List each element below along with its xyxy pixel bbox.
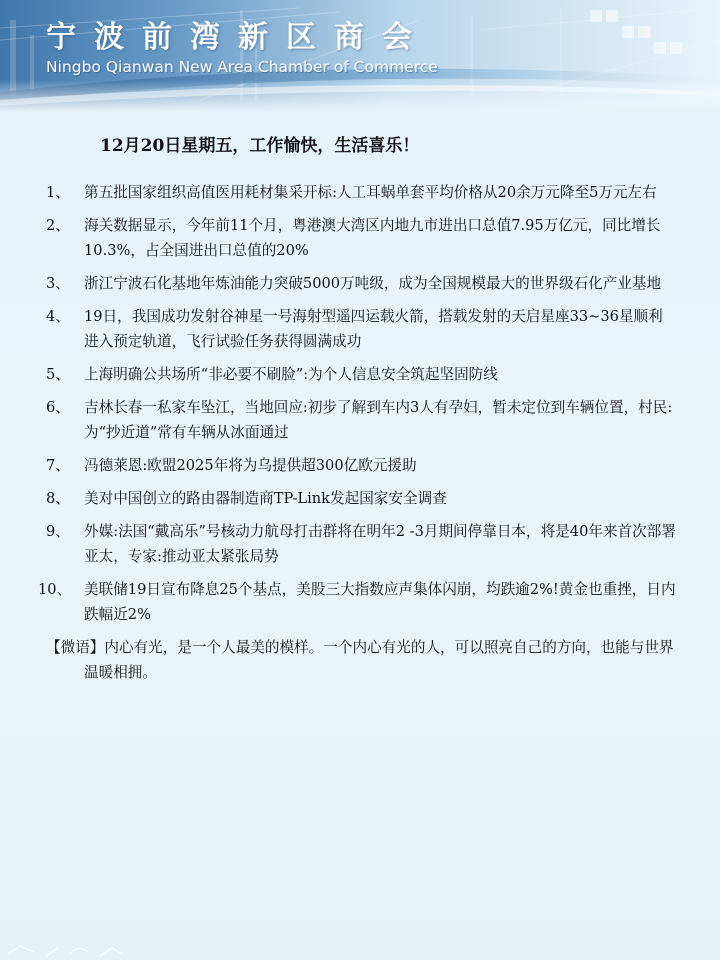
news-item [46,304,676,354]
news-text: 19日，我国成功发射谷神星一号海射型遥四运载火箭，搭载发射的天启星座33~36星顺利进入预定轨道，飞行试验任务获得圆满成功 [84,308,663,350]
news-number: 1、 [46,184,70,201]
news-text: 上海明确公共场所“非必要不刷脸”:为个人信息安全筑起坚固防线 [84,366,498,383]
news-number: 2、 [46,217,70,234]
news-text: 吉林长春一私家车坠江，当地回应:初步了解到车内3人有孕妇，暂未定位到车辆位置，村民:为“抄近道”常有车辆从冰面通过 [84,399,673,441]
news-number: 4、 [46,308,70,325]
news-text: 美联储19日宣布降息25个基点，美股三大指数应声集体闪崩，均跌逾2%!黄金也重挫，日内跌幅近2% [84,581,676,623]
organization-title: 宁波前湾新区商会 [46,20,430,55]
news-item [46,213,676,263]
news-number: 6、 [46,399,70,416]
news-item [46,271,676,296]
news-number: 3、 [46,275,70,292]
footer-decoration [0,920,180,960]
date-greeting: 12月20日星期五，工作愉快，生活喜乐！ [100,136,420,156]
news-text: 冯德莱恩:欧盟2025年将为乌提供超300亿欧元援助 [84,457,417,474]
news-text: 浙江宁波石化基地年炼油能力突破5000万吨级，成为全国规模最大的世界级石化产业基地 [84,275,662,292]
quote-text: 内心有光，是一个人最美的模样。一个内心有光的人，可以照亮自己的方向，也能与世界温暖相拥。 [84,639,674,681]
news-item [46,519,676,569]
quote-label: 【微语】 [46,639,105,656]
news-item [46,180,676,205]
news-number: 10、 [38,581,72,598]
news-text: 第五批国家组织高值医用耗材集采开标:人工耳蜗单套平均价格从20余万元降至5万元左右 [84,184,657,201]
daily-quote [46,635,676,685]
news-number: 5、 [46,366,70,383]
news-text: 美对中国创立的路由器制造商TP-Link发起国家安全调查 [84,490,447,507]
news-item [46,362,676,387]
news-item [46,453,676,478]
header-banner [0,0,720,112]
news-item [46,395,676,445]
news-number: 7、 [46,457,70,474]
news-list [38,180,676,693]
news-number: 9、 [46,523,70,540]
news-item [46,486,676,511]
news-text: 海关数据显示，今年前11个月，粤港澳大湾区内地九市进出口总值7.95万亿元，同比增长10.3%，占全国进出口总值的20% [84,217,661,259]
news-item [38,577,676,627]
news-number: 8、 [46,490,70,507]
organization-subtitle: Ningbo Qianwan New Area Chamber of Commerce [46,58,438,76]
news-text: 外媒:法国“戴高乐”号核动力航母打击群将在明年2 -3月期间停靠日本，将是40年来首次部署亚太，专家:推动亚太紧张局势 [84,523,676,565]
